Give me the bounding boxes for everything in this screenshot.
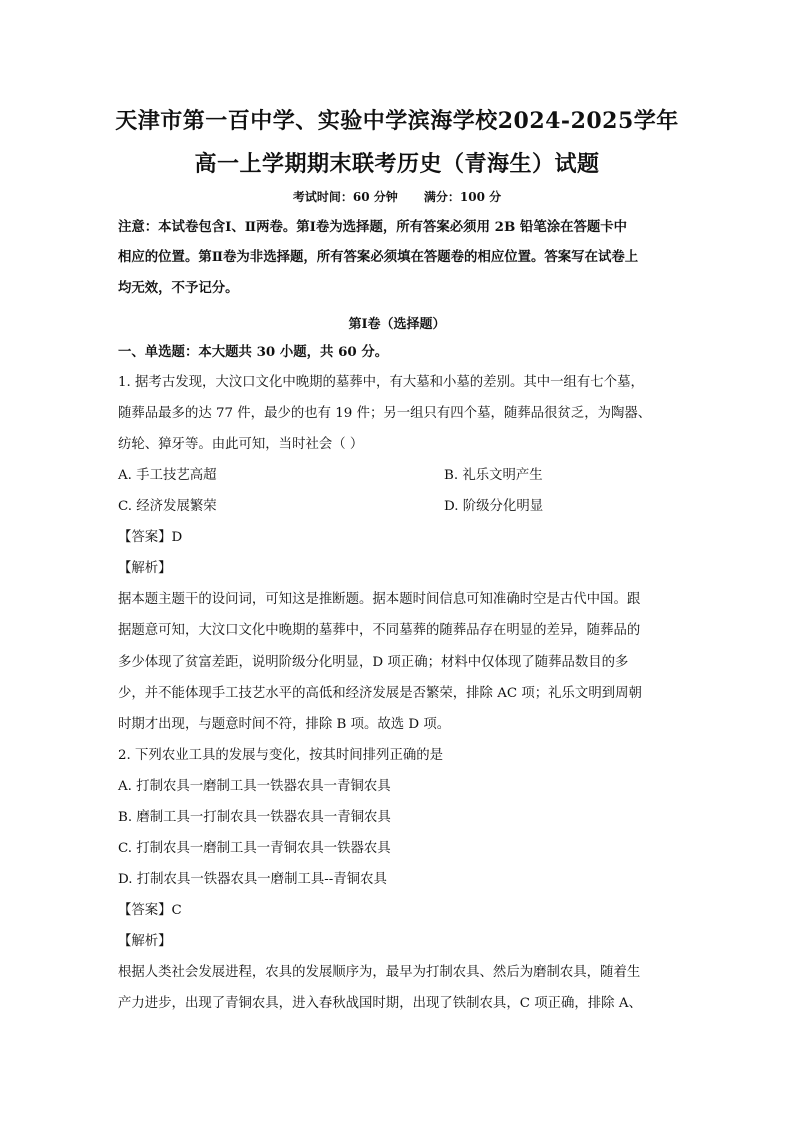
exam-info [0,188,794,205]
q1-stem-line-2: 随葬品最多的达 77 件，最少的也有 19 件；另一组只有四个墓，随葬品很贫乏，为陶器、 [118,406,652,421]
q2-analysis-heading: 【解析】 [118,934,172,949]
q1-analysis-line-3: 多少体现了贫富差距，说明阶级分化明显，D 项正确；材料中仅体现了随葬品数目的多 [118,655,629,670]
q2-option-d: D. 打制农具一铁器农具一磨制工具--青铜农具 [118,872,387,887]
notice-line-1: 注意：本试卷包含Ⅰ、Ⅱ两卷。第Ⅰ卷为选择题，所有答案必须用 2B 铅笔涂在答题卡中 [118,219,628,235]
notice-line-3: 均无效，不予记分。 [118,280,239,296]
q1-option-c: C. 经济发展繁荣 [118,499,217,514]
q2-analysis-line-1: 根据人类社会发展进程，农具的发展顺序为，最早为打制农具、然后为磨制农具，随着生 [118,965,641,980]
q1-answer: 【答案】D [118,530,183,545]
q2-option-c: C. 打制农具一磨制工具一青铜农具一铁器农具 [118,841,391,856]
q1-stem-line-1: 1. 据考古发现，大汶口文化中晚期的墓葬中，有大墓和小墓的差别。其中一组有七个墓， [118,375,644,390]
part-heading: 一、单选题：本大题共 30 小题，共 60 分。 [118,344,389,360]
q2-analysis-line-2: 产力进步，出现了青铜农具，进入春秋战国时期，出现了铁制农具，C 项正确，排除 A、 [118,996,642,1011]
q2-answer: 【答案】C [118,903,182,918]
q2-option-b: B. 磨制工具一打制农具一铁器农具一青铜农具 [118,810,391,825]
q1-option-b: B. 礼乐文明产生 [444,468,543,483]
q2-option-a: A. 打制农具一磨制工具一铁器农具一青铜农具 [118,779,391,794]
q1-option-a: A. 手工技艺高超 [118,468,217,483]
q1-analysis-line-2: 据题意可知，大汶口文化中晚期的墓葬中，不同墓葬的随葬品存在明显的差异，随葬品的 [118,623,641,638]
q1-analysis-line-1: 据本题主题干的设问词，可知这是推断题。据本题时间信息可知准确时空是古代中国。跟 [118,592,641,607]
notice-line-2: 相应的位置。第Ⅱ卷为非选择题，所有答案必须填在答题卷的相应位置。答案写在试卷上 [118,249,639,265]
exam-time: 考试时间：60 分钟 [292,190,398,204]
exam-full-score: 满分：100 分 [423,190,502,204]
section-title: 第Ⅰ卷（选择题） [348,317,446,332]
q1-stem-line-3: 纺轮、獐牙等。由此可知，当时社会（ ） [118,437,364,452]
exam-title-line-2: 高一上学期期末联考历史（青海生）试题 [194,151,600,177]
exam-title-line-1: 天津市第一百中学、实验中学滨海学校2024-2025学年 [115,108,679,134]
q1-option-d: D. 阶级分化明显 [444,499,544,514]
q1-analysis-heading: 【解析】 [118,561,172,576]
q1-analysis-line-5: 时期才出现，与题意时间不符，排除 B 项。故选 D 项。 [118,717,451,732]
q1-analysis-line-4: 少，并不能体现手工技艺水平的高低和经济发展是否繁荣，排除 AC 项；礼乐文明到周朝 [118,686,642,701]
q2-stem: 2. 下列农业工具的发展与变化，按其时间排列正确的是 [118,748,444,763]
